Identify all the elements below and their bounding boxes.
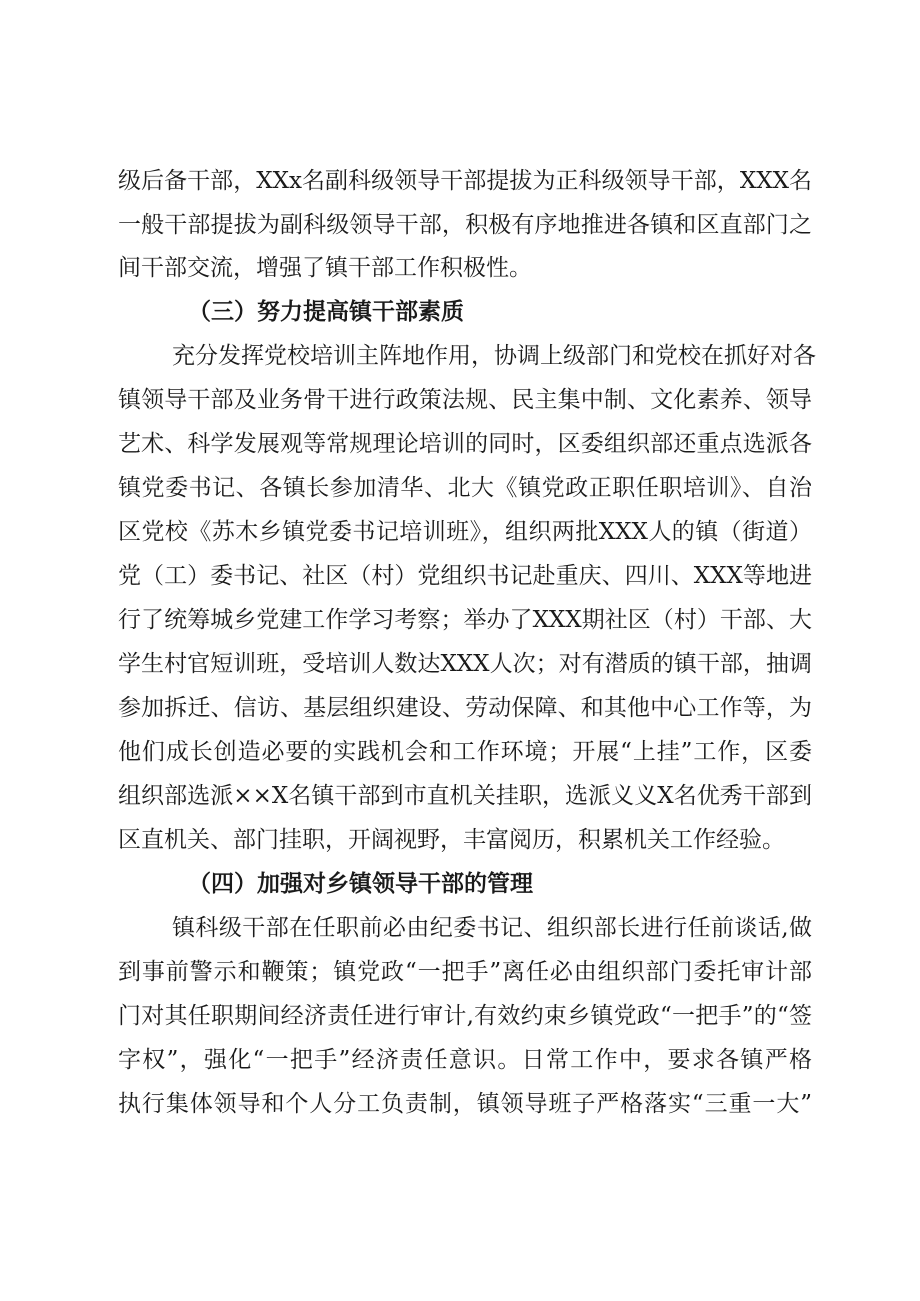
paragraph-line: 他们成长创造必要的实践机会和工作环境；开展“上挂”工作，区委	[118, 739, 812, 765]
paragraph-line: 到事前警示和鞭策；镇党政“一把手”离任必由组织部门委托审计部	[118, 959, 812, 985]
section-heading-3: （三）努力提高镇干部素质	[188, 298, 464, 325]
paragraph-line: 镇党委书记、各镇长参加清华、北大《镇党政正职任职培训》、自治	[118, 475, 812, 501]
section-heading-4: （四）加强对乡镇领导干部的管理	[188, 870, 533, 897]
paragraph-line: 行了统筹城乡党建工作学习考察；举办了XXX期社区（村）干部、大	[118, 607, 812, 633]
paragraph-line: 充分发挥党校培训主阵地作用，协调上级部门和党校在抓好对各	[172, 343, 816, 369]
paragraph-line: 艺术、科学发展观等常规理论培训的同时，区委组织部还重点选派各	[118, 431, 812, 457]
paragraph-line: 党（工）委书记、社区（村）党组织书记赴重庆、四川、XXX等地进	[118, 563, 812, 589]
paragraph-line: 级后备干部，XXx名副科级领导干部提拔为正科级领导干部，XXX名	[118, 168, 812, 194]
paragraph-line: 镇科级干部在任职前必由纪委书记、组织部长进行任前谈话,做	[172, 915, 812, 941]
paragraph-line: 镇领导干部及业务骨干进行政策法规、民主集中制、文化素养、领导	[118, 387, 812, 413]
paragraph-line: 门对其任职期间经济责任进行审计,有效约束乡镇党政“一把手”的“签	[118, 1003, 812, 1029]
paragraph-line: 间干部交流，增强了镇干部工作积极性。	[118, 255, 532, 281]
paragraph-line: 一般干部提拔为副科级领导干部，积极有序地推进各镇和区直部门之	[118, 212, 812, 238]
paragraph-line: 参加拆迁、信访、基层组织建设、劳动保障、和其他中心工作等，为	[118, 695, 812, 721]
paragraph-line: 区党校《苏木乡镇党委书记培训班》，组织两批XXX人的镇（街道）	[118, 519, 812, 545]
paragraph-line: 组织部选派××X名镇干部到市直机关挂职，选派义义X名优秀干部到	[118, 783, 812, 809]
paragraph-line: 学生村官短训班，受培训人数达XXX人次；对有潜质的镇干部，抽调	[118, 651, 812, 677]
paragraph-line: 执行集体领导和个人分工负责制，镇领导班子严格落实“三重一大”	[118, 1091, 812, 1117]
paragraph-line: 区直机关、部门挂职，开阔视野，丰富阅历，积累机关工作经验。	[118, 827, 785, 853]
paragraph-line: 字权”，强化“一把手”经济责任意识。日常工作中，要求各镇严格	[118, 1047, 812, 1073]
